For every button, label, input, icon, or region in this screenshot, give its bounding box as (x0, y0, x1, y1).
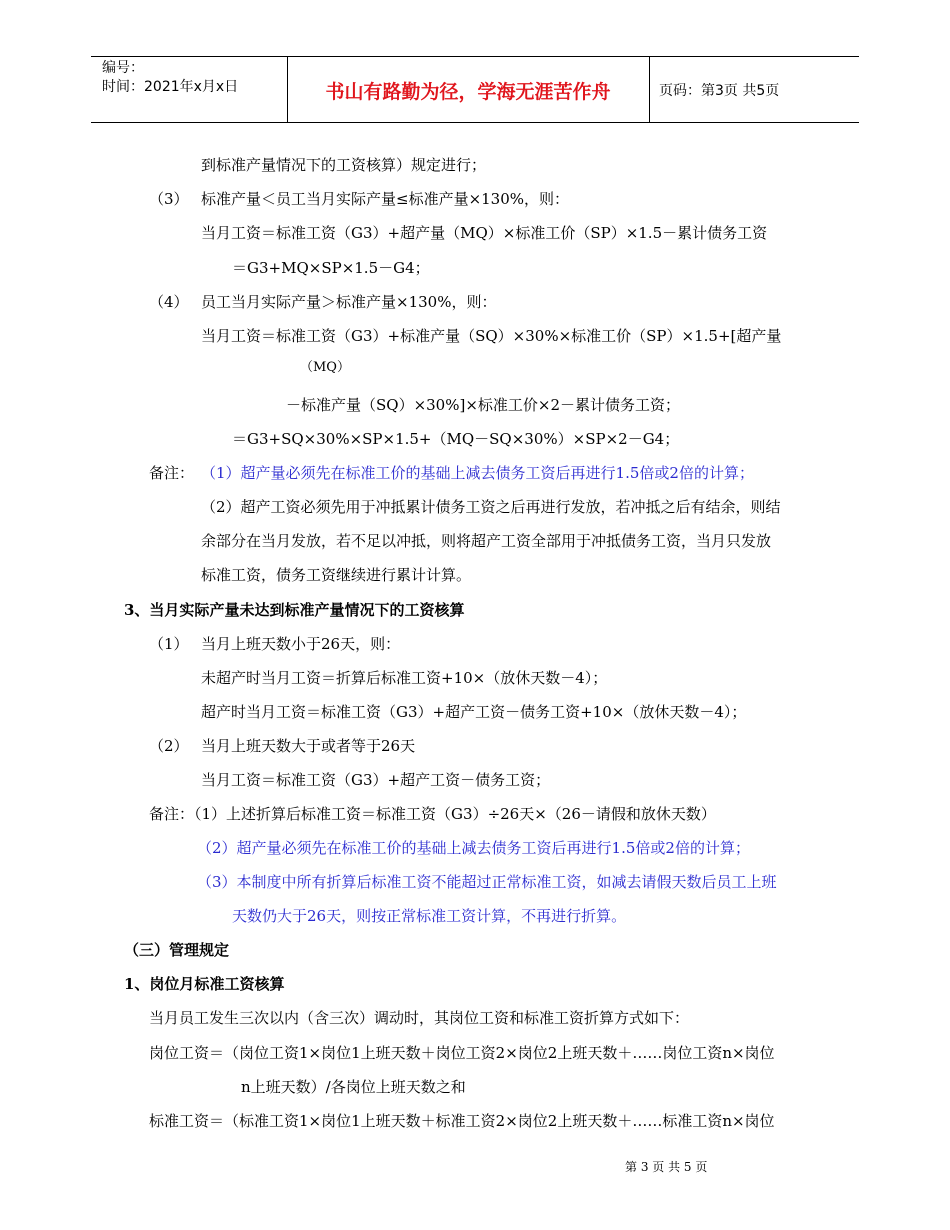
formula-line: 当月工资＝标准工资（G3）+标准产量（SQ）×30%×标准工价（SP）×1.5+[超产量 (201, 327, 782, 345)
section-heading: 3、当月实际产量未达到标准产量情况下的工资核算 (124, 601, 465, 619)
formula-line: （MQ） (300, 360, 350, 375)
text-line: 标准产量＜员工当月实际产量≤标准产量×130%，则： (201, 190, 570, 208)
text-line: 当月上班天数大于或者等于26天 (201, 737, 416, 755)
formula-line: 未超产时当月工资＝折算后标准工资+10×（放休天数－4）； (201, 669, 608, 687)
text-line: 员工当月实际产量＞标准产量×130%，则： (201, 293, 497, 311)
header-meta (102, 59, 238, 97)
formula-line: 当月工资＝标准工资（G3）+超产量（MQ）×标准工价（SP）×1.5－累计债务工资 (201, 224, 768, 242)
formula-line: n上班天数）/各岗位上班天数之和 (241, 1078, 466, 1096)
number-label: 编号： (102, 60, 144, 76)
section-heading: （三）管理规定 (124, 941, 230, 959)
formula-line: 超产时当月工资＝标准工资（G3）+超产工资－债务工资+10×（放休天数－4）； (201, 703, 747, 721)
note-item: （2）超产量必须先在标准工价的基础上减去债务工资后再进行1.5倍或2倍的计算； (197, 839, 750, 857)
note-item: （2）超产工资必须先用于冲抵累计债务工资之后再进行发放，若冲抵之后有结余，则结 (201, 498, 781, 516)
note-item: 标准工资，债务工资继续进行累计计算。 (201, 566, 472, 584)
item-number: （1） (149, 635, 189, 653)
note-item: （1）超产量必须先在标准工价的基础上减去债务工资后再进行1.5倍或2倍的计算； (201, 464, 754, 482)
text-line: 当月员工发生三次以内（含三次）调动时，其岗位工资和标准工资折算方式如下： (149, 1009, 690, 1027)
page-footer: 第 3 页 共 5 页 (625, 1160, 708, 1174)
item-number: （4） (149, 293, 189, 311)
formula-line: ＝G3+MQ×SP×1.5－G4； (232, 259, 430, 277)
note-item: 天数仍大于26天，则按正常标准工资计算，不再进行折算。 (232, 907, 627, 925)
note-item: 备注：（1）上述折算后标准工资＝标准工资（G3）÷26天×（26－请假和放休天数） (149, 805, 716, 823)
text-line: 当月上班天数小于26天，则： (201, 635, 401, 653)
text-line: 到标准产量情况下的工资核算）规定进行； (201, 156, 487, 174)
note-item: 余部分在当月发放，若不足以冲抵，则将超产工资全部用于冲抵债务工资，当月只发放 (201, 532, 772, 550)
formula-line: 标准工资＝（标准工资1×岗位1上班天数＋标准工资2×岗位2上班天数＋……标准工资n×岗位 (149, 1112, 775, 1130)
note-label: 备注： (149, 464, 195, 482)
item-number: （3） (149, 190, 189, 208)
date-label: 时间：2021年x月x日 (102, 79, 239, 95)
section-heading: 1、岗位月标准工资核算 (124, 975, 285, 993)
formula-line: ＝G3+SQ×30%×SP×1.5+（MQ－SQ×30%）×SP×2－G4； (232, 430, 680, 448)
item-number: （2） (149, 737, 189, 755)
header-motto: 书山有路勤为径，学海无涯苦作舟 (325, 81, 611, 103)
formula-line: 岗位工资＝（岗位工资1×岗位1上班天数＋岗位工资2×岗位2上班天数＋……岗位工资n×岗位 (149, 1044, 775, 1062)
header-top-rule (91, 56, 859, 57)
formula-line: 当月工资＝标准工资（G3）+超产工资－债务工资； (201, 771, 551, 789)
header-page-info: 页码：第3页 共5页 (659, 83, 780, 99)
header-divider-right (649, 56, 650, 122)
note-item: （3）本制度中所有折算后标准工资不能超过正常标准工资，如减去请假天数后员工上班 (197, 873, 777, 891)
formula-line: －标准产量（SQ）×30%]×标准工价×2－累计债务工资； (286, 396, 681, 414)
header-bottom-rule (91, 122, 859, 123)
